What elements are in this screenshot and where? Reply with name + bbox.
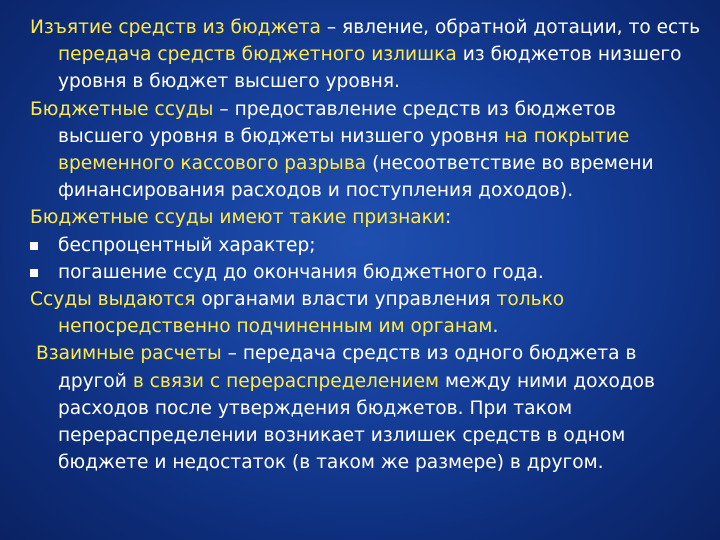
- highlighted-text: Взаимные расчеты: [36, 343, 222, 365]
- highlighted-text: передача средств бюджетного излишка: [58, 44, 457, 66]
- paragraph-budget-loans: [30, 96, 702, 205]
- paragraph-budget-withdrawal: [30, 14, 702, 96]
- highlighted-text: только непосредственно подчиненным им органам: [58, 289, 565, 338]
- highlighted-text: Изъятие средств из бюджета: [30, 17, 321, 38]
- list-item-text: беспроцентный характер;: [58, 234, 316, 256]
- body-text: – предоставление средств из бюджетов высшего уровня в бюджеты низшего уровня: [58, 98, 616, 147]
- highlighted-text: Ссуды выдаются: [30, 289, 196, 311]
- body-text: из бюджетов низшего уровня в бюджет высшего уровня.: [58, 44, 682, 93]
- paragraph-loans-issued: [30, 286, 702, 340]
- body-text: – передача средств из одного бюджета в другой: [58, 343, 637, 392]
- square-bullet-icon: [30, 269, 38, 277]
- highlighted-text: в связи с перераспределением: [132, 370, 440, 392]
- highlighted-text: Бюджетные ссуды имеют такие признаки: [30, 207, 446, 229]
- paragraph-mutual-settlements: [30, 340, 702, 476]
- paragraph-loan-features-heading: [30, 204, 702, 231]
- highlighted-text: на покрытие временного кассового разрыва: [58, 125, 630, 175]
- body-text: – явление, обратной дотации, то есть: [320, 17, 701, 38]
- body-text: (несоответствие во времени финансирования расходов и поступления доходов).: [58, 153, 654, 202]
- body-text: органами власти управления: [195, 289, 497, 311]
- list-item: [30, 232, 702, 259]
- body-text: .: [492, 316, 499, 338]
- list-item: [30, 259, 702, 286]
- list-item-text: погашение ссуд до окончания бюджетного года.: [58, 261, 544, 283]
- square-bullet-icon: [30, 242, 38, 250]
- highlighted-text: Бюджетные ссуды: [30, 98, 214, 120]
- body-text: :: [445, 207, 452, 229]
- body-text: между ними доходов расходов после утверждения бюджетов. При таком перераспределении возникает излишек средств в одном бюджете и недостаток (в таком же размере) в другом.: [58, 370, 656, 474]
